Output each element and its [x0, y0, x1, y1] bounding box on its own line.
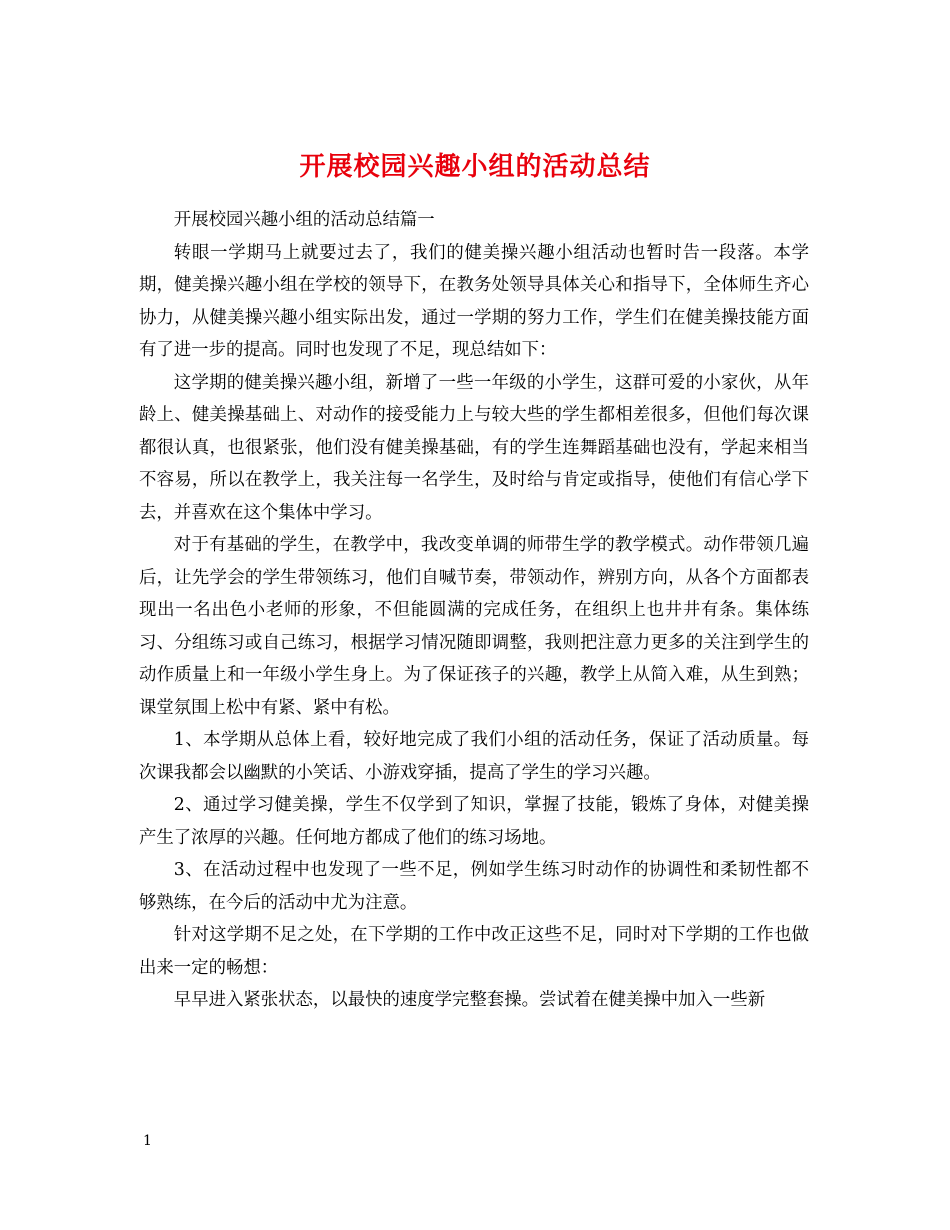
list-item: 1、本学期从总体上看，较好地完成了我们小组的活动任务，保证了活动质量。每次课我都会以幽默的小笑话、小游戏穿插，提高了学生的学习兴趣。: [139, 730, 809, 783]
page-number: 1: [143, 1133, 152, 1149]
paragraph: 转眼一学期马上就要过去了，我们的健美操兴趣小组活动也暂时告一段落。本学期，健美操兴趣小组在学校的领导下，在教务处领导具体关心和指导下，全体师生齐心协力，从健美操兴趣小组实际出发，通过一学期的努力工作，学生们在健美操技能方面有了进一步的提高。同时也发现了不足，现总结如下：: [139, 242, 809, 360]
section-heading: 开展校园兴趣小组的活动总结篇一: [173, 210, 435, 230]
document-body: [139, 204, 809, 1017]
document-title: 开展校园兴趣小组的活动总结: [299, 152, 651, 183]
paragraph: 针对这学期不足之处，在下学期的工作中改正这些不足，同时对下学期的工作也做出来一定的畅想：: [139, 925, 809, 978]
list-item: 2、通过学习健美操，学生不仅学到了知识，掌握了技能，锻炼了身体，对健美操产生了浓厚的兴趣。任何地方都成了他们的练习场地。: [139, 795, 809, 848]
list-item: 3、在活动过程中也发现了一些不足，例如学生练习时动作的协调性和柔韧性都不够熟练，在今后的活动中尤为注意。: [139, 860, 809, 913]
paragraph: 这学期的健美操兴趣小组，新增了一些一年级的小学生，这群可爱的小家伙，从年龄上、健美操基础上、对动作的接受能力上与较大些的学生都相差很多，但他们每次课都很认真，也很紧张，他们没有健美操基础，有的学生连舞蹈基础也没有，学起来相当不容易，所以在教学上，我关注每一名学生，及时给与肯定或指导，使他们有信心学下去，并喜欢在这个集体中学习。: [139, 372, 809, 523]
paragraph: 早早进入紧张状态，以最快的速度学完整套操。尝试着在健美操中加入一些新: [173, 990, 766, 1010]
paragraph: 对于有基础的学生，在教学中，我改变单调的师带生学的教学模式。动作带领几遍后，让先学会的学生带领练习，他们自喊节奏，带领动作，辨别方向，从各个方面都表现出一名出色小老师的形象，不但能圆满的完成任务，在组织上也井井有条。集体练习、分组练习或自己练习，根据学习情况随即调整，我则把注意力更多的关注到学生的动作质量上和一年级小学生身上。为了保证孩子的兴趣，教学上从简入难，从生到熟；课堂氛围上松中有紧、紧中有松。: [139, 535, 809, 718]
